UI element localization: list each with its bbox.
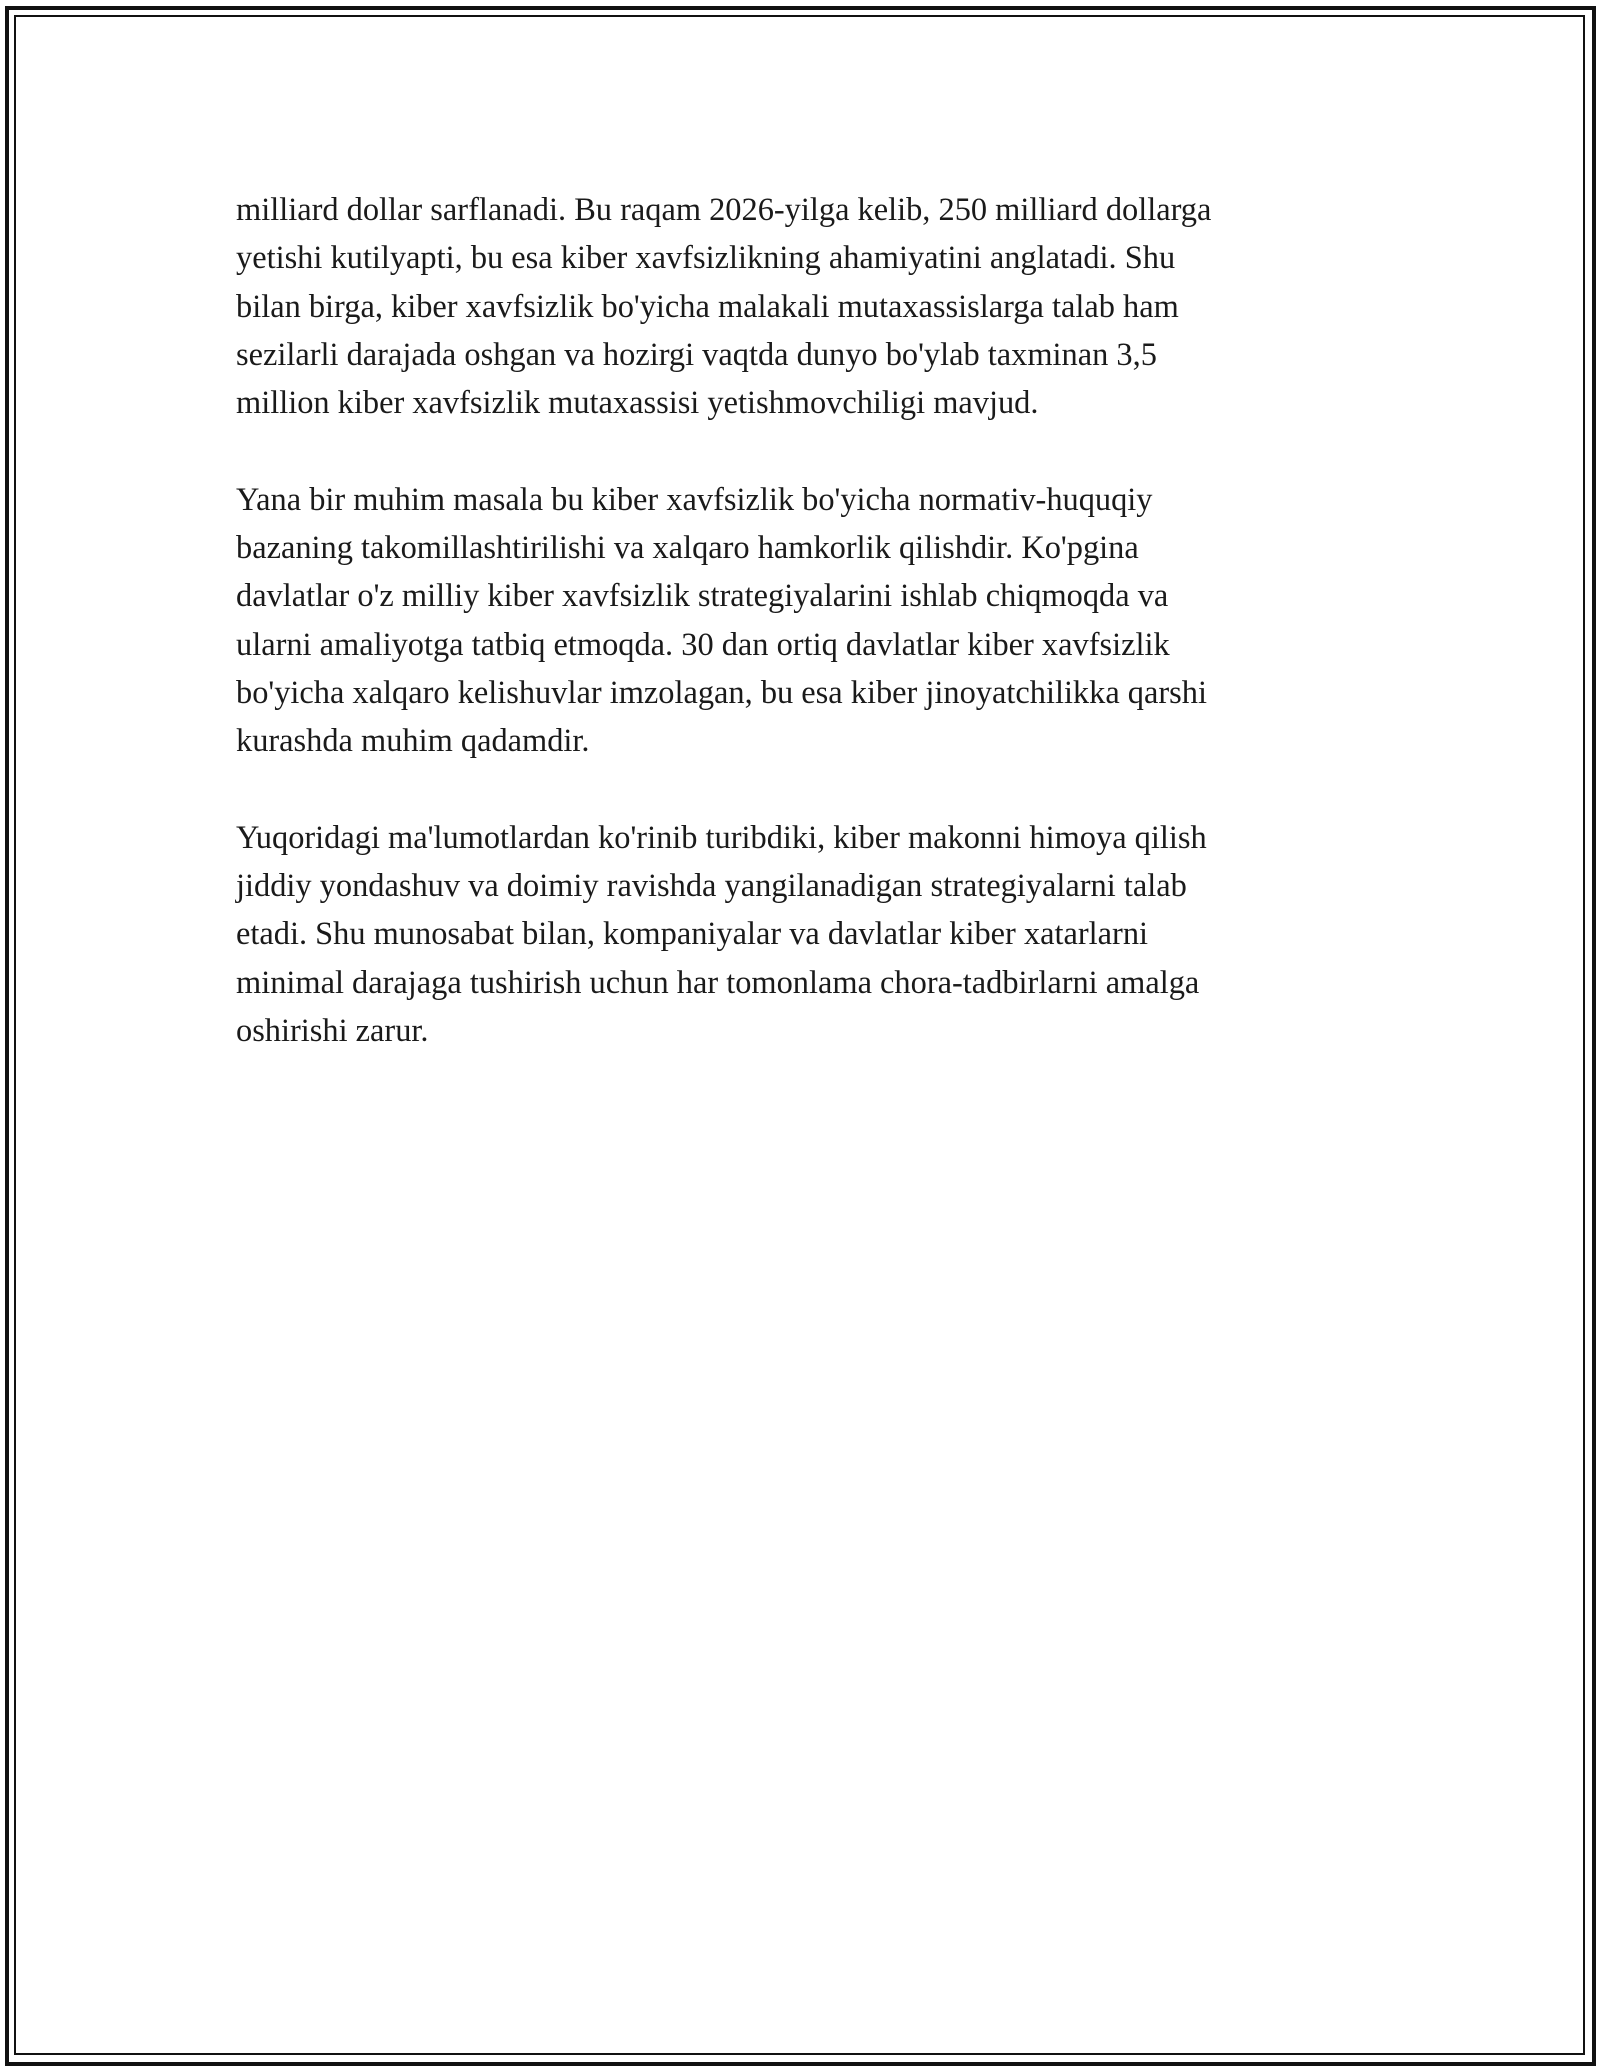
paragraph-1: milliard dollar sarflanadi. Bu raqam 2026-yilga kelib, 250 milliard dollarga yetishi kutilyapti, bu esa kiber xavfsizlikning ahamiyatini anglatadi. Shu bilan birga, kiber xavfsizlik bo'yicha malakali mutaxassislarga talab ham sezilarli darajada oshgan va hozirgi vaqtda dunyo bo'ylab taxminan 3,5 million kiber xavfsizlik mutaxassisi yetishmovchiligi mavjud. <box>236 192 1212 422</box>
paragraph-2: Yana bir muhim masala bu kiber xavfsizlik bo'yicha normativ-huquqiy bazaning takomillashtirilishi va xalqaro hamkorlik qilishdir. Ko'pgina davlatlar o'z milliy kiber xavfsizlik strategiyalarini ishlab chiqmoqda va ularni amaliyotga tatbiq etmoqda. 30 dan ortiq davlatlar kiber xavfsizlik bo'yicha xalqaro kelishuvlar imzolagan, bu esa kiber jinoyatchilikka qarshi kurashda muhim qadamdir. <box>236 481 1207 760</box>
page-body <box>236 186 1356 1104</box>
paragraph-3: Yuqoridagi ma'lumotlardan ko'rinib turibdiki, kiber makonni himoya qilish jiddiy yondashuv va doimiy ravishda yangilanadigan strategiyalarni talab etadi. Shu munosabat bilan, kompaniyalar va davlatlar kiber xatarlarni minimal darajaga tushirish uchun har tomonlama chora-tadbirlarni amalga oshirishi zarur. <box>236 819 1207 1050</box>
